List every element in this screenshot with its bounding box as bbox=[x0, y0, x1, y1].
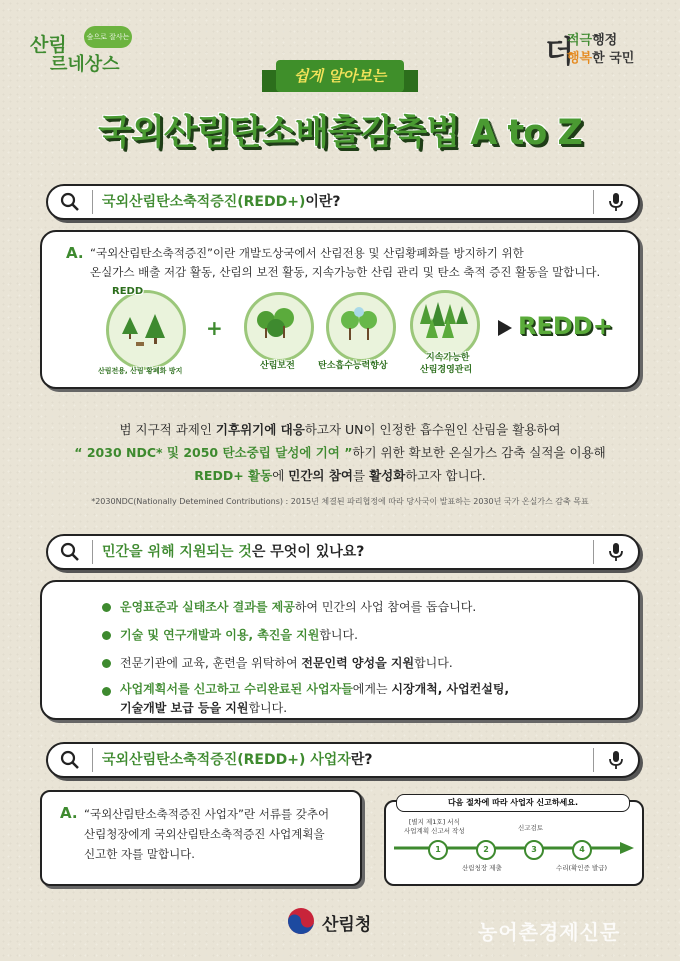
microphone-icon[interactable] bbox=[608, 542, 624, 562]
answer-panel-redd bbox=[40, 230, 640, 389]
support-item: 전문기관에 교육, 훈련을 위탁하여 전문인력 양성을 지원합니다. bbox=[100, 652, 620, 674]
logo-right-line2: 행복한 국민 bbox=[567, 51, 635, 66]
step-2-label: 산림청장 제출 bbox=[462, 864, 502, 872]
search-query: 국외산림탄소축적증진(REDD+) 사업자란? bbox=[102, 752, 373, 768]
logo-left-bottom: 르네상스 bbox=[50, 54, 120, 75]
search-query: 민간을 위해 지원되는 것은 무엇이 있나요? bbox=[102, 544, 365, 560]
arrow-right-icon bbox=[498, 320, 512, 336]
purpose-line1: 범 지구적 과제인 기후위기에 대응하고자 UN이 인정한 흡수원인 산림을 활용하여 bbox=[119, 422, 561, 437]
step-3-label: 신고검토 bbox=[518, 824, 544, 832]
search-icon bbox=[60, 542, 80, 562]
tree-cluster-icon bbox=[254, 306, 300, 346]
redd-circle bbox=[106, 290, 186, 370]
microphone-icon[interactable] bbox=[608, 192, 624, 212]
ribbon-text: 쉽게 알아보는 bbox=[276, 60, 404, 92]
korea-forest-service-logo bbox=[286, 904, 406, 938]
search-query: 국외산림탄소축적증진(REDD+)이란? bbox=[102, 194, 341, 210]
search-bar-redd[interactable] bbox=[46, 184, 640, 220]
logo-left-top: 산림 bbox=[30, 34, 67, 56]
operator-answer-text: “국외산림탄소축적증진 사업자”란 서류를 갖추어 산림청장에게 국외산림탄소축적증진 사업계획을 신고한 자를 말합니다. bbox=[84, 807, 330, 861]
microphone-icon[interactable] bbox=[608, 750, 624, 770]
redd-plus-result: REDD+ bbox=[518, 312, 613, 340]
redd-label: REDD bbox=[112, 286, 144, 297]
logo-right-line1: 적극행정 bbox=[567, 33, 618, 48]
conifer-forest-icon bbox=[418, 300, 468, 346]
search-bar-support[interactable] bbox=[46, 534, 640, 570]
logo-right-big: 더 bbox=[545, 35, 574, 70]
step-1-label: [별지 제1호] 서식 사업계획 신고서 작성 bbox=[404, 818, 465, 835]
answer-marker: A. bbox=[60, 804, 78, 822]
answer-marker: A. bbox=[66, 244, 84, 262]
redd-caption: 산림전용, 산림 황폐화 방지 bbox=[98, 367, 183, 375]
step-3: 3 bbox=[524, 840, 544, 860]
support-item: 기술 및 연구개발과 이용, 촉진을 지원합니다. bbox=[100, 624, 620, 646]
active-admin-logo bbox=[545, 25, 655, 69]
purpose-line3: REDD+ 활동에 민간의 참여를 활성화하고자 합니다. bbox=[194, 468, 486, 483]
ministry-name: 산림청 bbox=[322, 915, 372, 935]
carbon-absorption-circle bbox=[326, 292, 396, 362]
purpose-text bbox=[20, 418, 660, 487]
carbon-absorption-label: 탄소흡수능력향상 bbox=[318, 361, 388, 371]
answer-text: “국외산림탄소축적증진”이란 개발도상국에서 산림전용 및 산림황폐화를 방지하기 위한 온실가스 배출 저감 활동, 산림의 보전 활동, 지속가능한 산림 관리 및 탄소 축적 증진 활동을 말합니다. bbox=[90, 246, 601, 279]
conservation-circle bbox=[244, 292, 314, 362]
step-2: 2 bbox=[476, 840, 496, 860]
process-header: 다음 절차에 따라 사업자 신고하세요. bbox=[396, 794, 630, 812]
search-icon bbox=[60, 192, 80, 212]
logo-left-badge: 숲으로 잘사는 bbox=[84, 26, 132, 48]
search-icon bbox=[60, 750, 80, 770]
support-panel bbox=[40, 580, 640, 720]
operator-answer-panel bbox=[40, 790, 362, 886]
footnote: *2030NDC(Nationally Detemined Contributions) : 2015년 체결된 파리협정에 따라 당사국이 발표하는 2030년 국가 온실가스 감축 목표 bbox=[91, 497, 589, 506]
ribbon-banner bbox=[262, 60, 418, 94]
conservation-label: 산림보전 bbox=[260, 361, 295, 371]
support-item: 사업계획서를 신고하고 수리완료된 사업자들에게는 시장개척, 사업컨설팅, 기술개발 보급 등을 지원합니다. bbox=[100, 680, 620, 718]
absorbing-trees-icon bbox=[336, 304, 382, 346]
plus-sign: + bbox=[206, 316, 223, 340]
step-1: 1 bbox=[428, 840, 448, 860]
support-item: 운영표준과 실태조사 결과를 제공하여 민간의 사업 참여를 돕습니다. bbox=[100, 596, 620, 618]
search-bar-operator[interactable] bbox=[46, 742, 640, 778]
support-list bbox=[100, 596, 620, 724]
forest-trees-icon bbox=[120, 312, 170, 352]
page-title: 국외산림탄소배출감축법 A to Z bbox=[98, 113, 582, 153]
step-4-label: 수리(확인증 발급) bbox=[556, 864, 608, 872]
purpose-line2: “ 2030 NDC* 및 2050 탄소중립 달성에 기여 ”하기 위한 확보한 온실가스 감축 실적을 이용해 bbox=[74, 445, 606, 460]
step-4: 4 bbox=[572, 840, 592, 860]
taegeuk-emblem-icon bbox=[286, 906, 316, 936]
registration-process bbox=[384, 800, 644, 886]
sustainable-label-1: 지속가능한 bbox=[426, 353, 470, 363]
sustainable-label-2: 산림경영관리 bbox=[420, 365, 473, 375]
newspaper-watermark: 농어촌경제신문 bbox=[478, 920, 621, 944]
forest-renaissance-logo bbox=[30, 26, 140, 75]
